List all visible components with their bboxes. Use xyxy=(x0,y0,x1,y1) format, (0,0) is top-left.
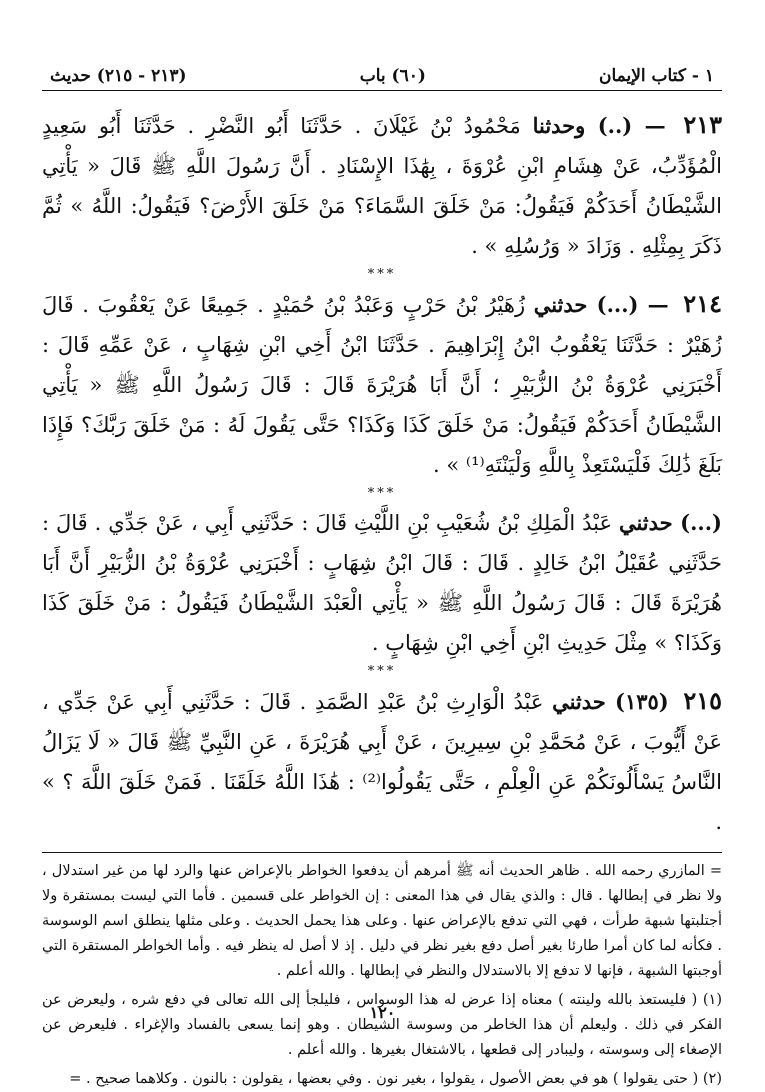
page xyxy=(42,66,722,1092)
footnote-continuation: = المازري رحمه الله . ظاهر الحديث أنه ﷺ أمرهم أن يدفعوا الخواطر بالإعراض عنها والرد لها من غير استدلال ، ولا نظر في إبطالها . قال : والذي يقال في هذا المعنى : إن الخواطر على قسمين . فأما التي ليست بمستقرة ولا أجتلبتها شبهة طرأت ، فهي التي تدفع بالإعراض عنها . وعلى هذا يحمل الحديث . وعلى مثلها ينطلق اسم الوسوسة . فكأنه لما كان أمرا طارئا بغير أصل دفع بغير نظر في دليل . إذ لا أصل له ينظر فيه . وأما الخواطر المستقرة التي أوجبتها الشبهة ، فإنها لا تدفع إلا بالاستدلال والنظر في إبطالها . والله أعلم . xyxy=(42,863,722,979)
hadith-text: زُهَيْرُ بْنُ حَرْبٍ وَعَبْدُ بْنُ حُمَيْدٍ . جَمِيعًا عَنْ يَعْقُوبَ . قَالَ زُهَيْرٌ : حَدَّثَنَا يَعْقُوبُ ابْنُ إِبْرَاهِيمَ . حَدَّثَنَا ابْنُ أَخِي ابْنِ شِهَابٍ ، عَنْ عَمِّهِ قَالَ : أَخْبَرَنِي عُرْوَةُ بْنُ الزُّبَيْرِ ؛ أَنَّ أَبَا هُرَيْرَةَ قَالَ : قَالَ رَسُولُ اللَّهِ ﷺ « يَأْتِي الشَّيْطَانُ أَحَدَكُمْ فَيَقُولُ: مَنْ خَلَقَ كَذَا وَكَذَا؟ حَتَّى يَقُولَ لَهُ : مَنْ خَلَقَ رَبَّكَ؟ فَإِذَا بَلَغَ ذَٰلِكَ فَلْيَسْتَعِذْ بِاللَّهِ وَلْيَنْتَهِ⁽¹⁾ » . xyxy=(42,293,722,477)
page-number: ١٢٠ xyxy=(369,1003,396,1022)
separator-stars: *** xyxy=(367,267,397,282)
hadith-214 xyxy=(42,284,722,485)
footnote-1: (١) ( فليستعذ بالله ولينته ) معناه إذا عرض له هذا الوسواس ، فليلجأ إلى الله تعالى في دفع شره ، وليعرض عن الفكر في ذلك . وليعلم أن هذا الخاطر من وسوسة الشيطان . وهو إنما يسعى بالفساد والإغراء . فليعرض عن الإصغاء إلى وسوسته ، وليبادر إلى قطعها ، بالاشتغال بغيرها . والله أعلم . xyxy=(42,992,722,1058)
hadith-opener: (...) حدثني xyxy=(618,510,722,535)
hadith-text: عَبْدُ الْوَارِثِ بْنُ عَبْدِ الصَّمَدِ . قَالَ : حَدَّثَنِي أَبِي عَنْ جَدِّي ، عَنْ أَيُّوبَ ، عَنْ مُحَمَّدِ بْنِ سِيرِينَ ، عَنْ أَبِي هُرَيْرَةَ ، عَنِ النَّبِيِّ ﷺ قَالَ « لَا يَزَالُ النَّاسُ يَسْأَلُونَكُمْ عَنِ الْعِلْمِ ، حَتَّى يَقُولُوا⁽²⁾ : هَٰذَا اللَّهُ خَلَقَنَا . فَمَنْ خَلَقَ اللَّهَ ؟ » . xyxy=(42,690,722,834)
hadith-opener: (١٣٥) حدثني xyxy=(552,689,669,714)
running-header xyxy=(42,66,722,91)
header-book-title: ١ - كتاب الإيمان xyxy=(598,66,714,86)
hadith-text: عَبْدُ الْمَلِكِ بْنُ شُعَيْبِ بْنِ اللَّيْثِ قَالَ : حَدَّثَنِي أَبِي ، عَنْ جَدِّي . قَالَ : حَدَّثَنِي عُقَيْلُ ابْنُ خَالِدٍ . قَالَ : قَالَ ابْنُ شِهَابٍ : أَخْبَرَنِي عُرْوَةُ بْنُ الزُّبَيْرِ أَنَّ أَبَا هُرَيْرَةَ قَالَ : قَالَ رَسُولُ اللَّهِ ﷺ « يَأْتِي الْعَبْدَ الشَّيْطَانُ فَيَقُولُ : مَنْ خَلَقَ كَذَا وَكَذَا؟ » مِثْلَ حَدِيثِ ابْنِ أَخِي ابْنِ شِهَابٍ . xyxy=(42,511,722,655)
hadith-number: ٢١٤ xyxy=(683,289,722,318)
hadith-opener: — (...) حدثني xyxy=(533,292,669,317)
hadith-214-variant xyxy=(42,503,722,663)
header-hadith-range: (٢١٣ - ٢١٥) حديث xyxy=(50,66,187,86)
hadith-number: ٢١٣ xyxy=(683,110,723,139)
hadith-number: ٢١٥ xyxy=(683,686,723,715)
hadith-opener: — (..) وحدثنا xyxy=(532,113,666,138)
hadith-215 xyxy=(42,681,722,842)
separator-stars: *** xyxy=(367,664,397,679)
footnote-2: (٢) ( حتى يقولوا ) هو في بعض الأصول ، يقولوا ، بغير نون . وفي بعضها ، يقولون : بالنون . وكلاهما صحيح . = xyxy=(69,1071,722,1087)
hadith-213 xyxy=(42,105,722,266)
header-chapter: (٦٠) باب xyxy=(359,66,426,86)
footnote-divider xyxy=(42,852,722,853)
hadith-text: مَحْمُودُ بْنُ غَيْلَانَ . حَدَّثَنَا أَبُو النَّضْرِ . حَدَّثَنَا أَبُو سَعِيدٍ الْمُؤَدِّبُ، عَنْ هِشَامِ ابْنِ عُرْوَةَ ، بِهَٰذَا الإِسْنَادِ . أَنَّ رَسُولَ اللَّهِ ﷺ قَالَ « يَأْتِي الشَّيْطَانُ أَحَدَكُمْ فَيَقُولُ: مَنْ خَلَقَ السَّمَاءَ؟ مَنْ خَلَقَ الأَرْضَ؟ فَيَقُولُ: اللَّهُ » ثُمَّ ذَكَرَ بِمِثْلِهِ . وَزَادَ « وَرُسُلِهِ » . xyxy=(42,114,722,258)
separator-stars: *** xyxy=(367,486,397,501)
